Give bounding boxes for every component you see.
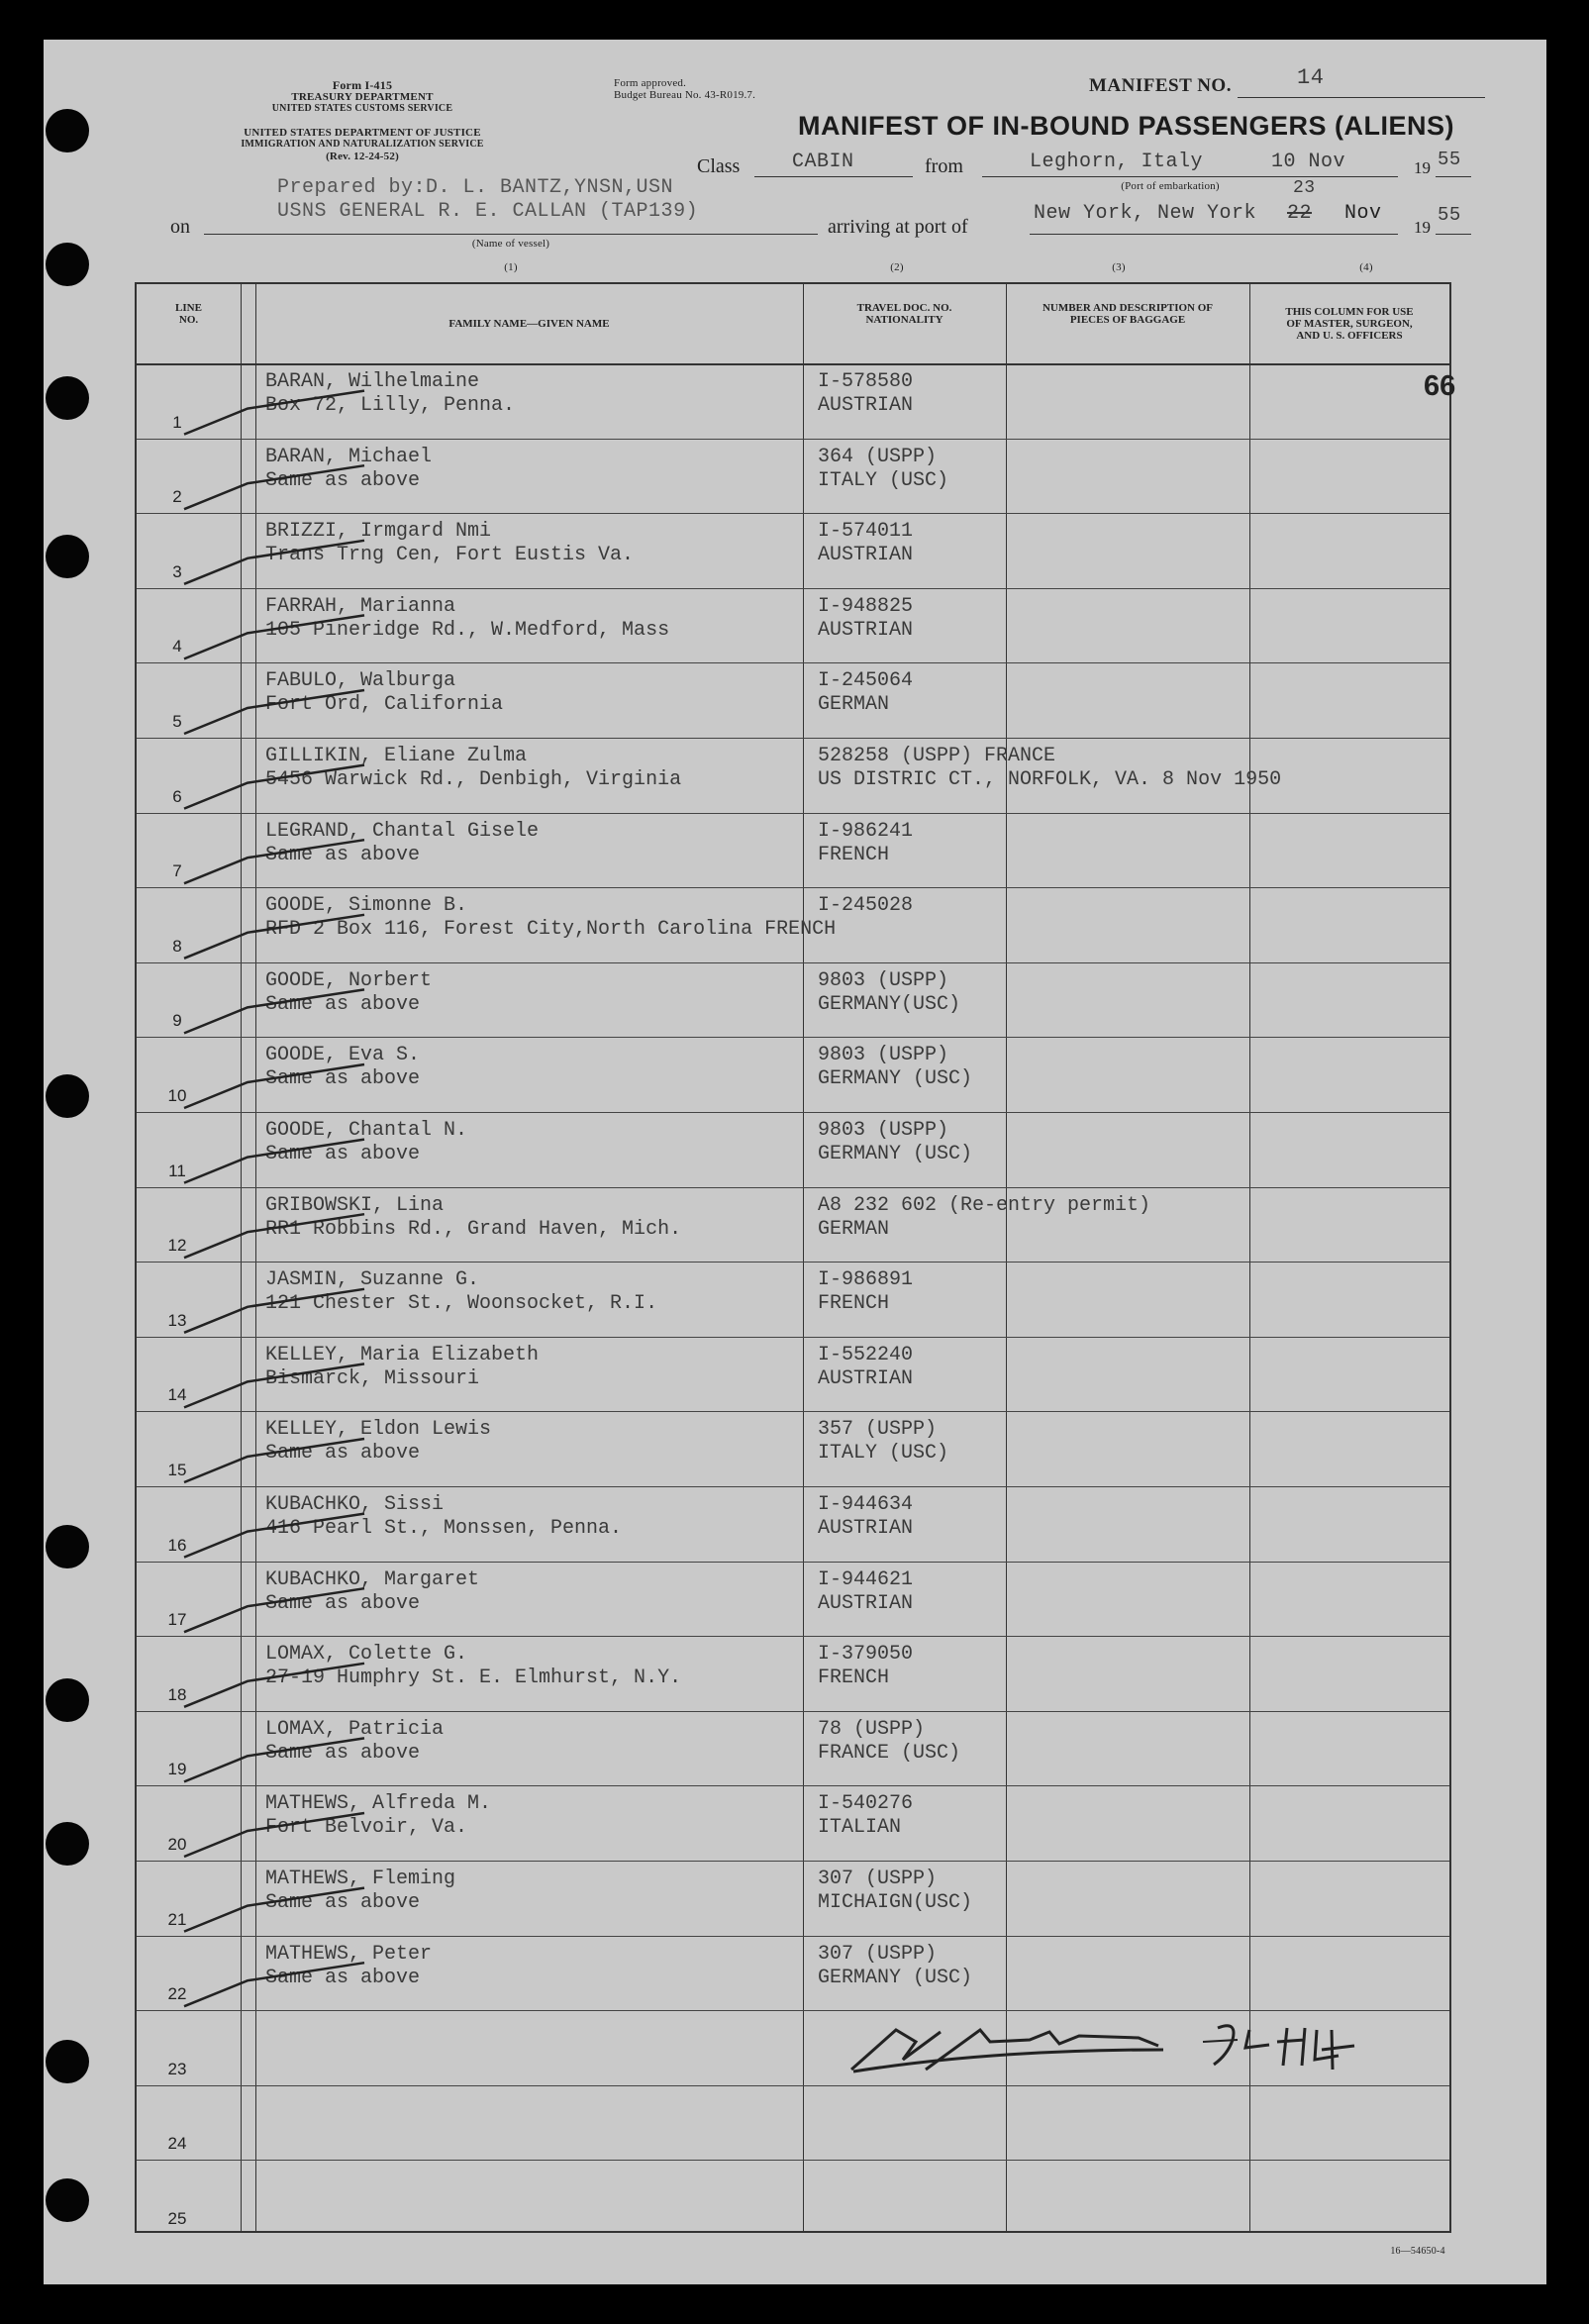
on-label: on <box>170 216 190 238</box>
departure-date: 10 Nov <box>1271 151 1346 173</box>
line-number: 18 <box>167 1684 187 1704</box>
nationality: AUSTRIAN <box>818 544 914 567</box>
passenger-address: 416 Pearl St., Monssen, Penna. <box>265 1517 623 1540</box>
passenger-address: Fort Belvoir, Va. <box>265 1816 468 1840</box>
passenger-name: GOODE, Chantal N. <box>265 1119 468 1142</box>
line-number: 11 <box>168 1161 186 1180</box>
travel-doc-number: 528258 (USPP) FRANCE <box>818 745 1056 767</box>
form-approved: Form approved. <box>614 77 687 89</box>
travel-doc-number: 307 (USPP) <box>818 1868 938 1890</box>
passenger-name: KELLEY, Eldon Lewis <box>265 1418 492 1442</box>
travel-doc-number: I-540276 <box>818 1792 914 1816</box>
line-number: 13 <box>167 1310 187 1330</box>
passenger-address: Box 72, Lilly, Penna. <box>265 394 516 417</box>
col-num-4: (4) <box>1359 261 1373 273</box>
prepared-by: Prepared by:D. L. BANTZ,YNSN,USN <box>277 176 674 199</box>
line-number: 14 <box>167 1385 187 1405</box>
line-number: 4 <box>172 637 182 657</box>
nationality: US DISTRIC CT., NORFOLK, VA. 8 Nov 1950 <box>818 768 1282 791</box>
passenger-name: BARAN, Michael <box>265 445 433 468</box>
passenger-name: LOMAX, Colette G. <box>265 1643 468 1667</box>
binder-hole <box>46 1074 89 1118</box>
passenger-name: GRIBOWSKI, Lina <box>265 1193 445 1217</box>
passenger-address: 5456 Warwick Rd., Denbigh, Virginia <box>265 768 682 791</box>
travel-doc-number: A8 232 602 (Re-entry permit) <box>818 1193 1151 1217</box>
line-number: 8 <box>172 936 182 956</box>
table-row <box>137 1486 1449 1562</box>
nationality: ITALY (USC) <box>818 468 949 492</box>
binder-hole <box>46 376 89 420</box>
nationality: AUSTRIAN <box>818 1366 914 1390</box>
table-row <box>137 1861 1449 1936</box>
passenger-address: RR1 Robbins Rd., Grand Haven, Mich. <box>265 1217 682 1241</box>
nationality: AUSTRIAN <box>818 618 914 642</box>
customs-service: UNITED STATES CUSTOMS SERVICE <box>271 103 453 114</box>
col-num-2: (2) <box>890 261 904 273</box>
nationality: GERMANY (USC) <box>818 1143 973 1165</box>
binder-hole <box>46 1678 89 1722</box>
nationality: AUSTRIAN <box>818 1591 914 1615</box>
passenger-table <box>135 282 1456 2233</box>
travel-doc-number: 364 (USPP) <box>818 445 938 468</box>
manifest-title: MANIFEST OF IN-BOUND PASSENGERS (ALIENS) <box>798 111 1455 141</box>
passenger-address: 27-19 Humphry St. E. Elmhurst, N.Y. <box>265 1667 682 1690</box>
binder-hole <box>46 243 89 286</box>
travel-doc-number: I-245064 <box>818 669 914 693</box>
line-number: 10 <box>167 1085 187 1105</box>
passenger-name: FARRAH, Marianna <box>265 594 456 618</box>
binder-hole <box>46 2040 89 2083</box>
travel-doc-number: I-986241 <box>818 819 914 843</box>
passenger-name: JASMIN, Suzanne G. <box>265 1268 480 1292</box>
form-code: 16—54650-4 <box>1390 2246 1445 2257</box>
travel-doc-number: I-578580 <box>818 370 914 393</box>
col-header-baggage: NUMBER AND DESCRIPTION OF PIECES OF BAGGAGE <box>1042 302 1214 326</box>
line-number: 21 <box>167 1909 187 1929</box>
travel-doc-number: 9803 (USPP) <box>818 1119 949 1142</box>
table-row <box>137 962 1449 1038</box>
nationality: GERMANY (USC) <box>818 1966 973 1989</box>
travel-doc-number: I-944621 <box>818 1567 914 1591</box>
table-row <box>137 1936 1449 2011</box>
line-number: 25 <box>167 2208 187 2228</box>
table-row <box>137 1112 1449 1187</box>
col-header-travel-doc: TRAVEL DOC. NO. NATIONALITY <box>856 302 952 326</box>
passenger-address: Fort Ord, California <box>265 693 504 717</box>
departure-year: 55 <box>1438 149 1461 170</box>
line-number: 15 <box>167 1460 187 1479</box>
table-row <box>137 1562 1449 1637</box>
nationality: MICHAIGN(USC) <box>818 1891 973 1914</box>
class-label: Class <box>697 155 741 177</box>
passenger-name: GILLIKIN, Eliane Zulma <box>265 745 528 767</box>
line-number: 16 <box>167 1535 187 1555</box>
nationality: GERMANY (USC) <box>818 1067 973 1091</box>
nationality: FRENCH <box>818 1292 890 1316</box>
passenger-address: Bismarck, Missouri <box>265 1366 480 1390</box>
arrival-date-corrected: 23 <box>1293 178 1316 198</box>
arriving-label: arriving at port of <box>828 216 968 238</box>
travel-doc-number: 357 (USPP) <box>818 1418 938 1442</box>
table-row <box>137 662 1449 738</box>
passenger-name: GOODE, Simonne B. <box>265 894 468 918</box>
passenger-name: BARAN, Wilhelmaine <box>265 370 480 393</box>
port-embark-note: (Port of embarkation) <box>1121 180 1220 192</box>
form-number: Form I-415 <box>332 78 393 92</box>
travel-doc-number: I-986891 <box>818 1268 914 1292</box>
binder-hole <box>46 109 89 152</box>
line-number: 22 <box>167 1984 187 2004</box>
passenger-name: MATHEWS, Peter <box>265 1942 433 1966</box>
table-row <box>137 513 1449 588</box>
from-label: from <box>925 155 963 177</box>
passenger-address: Same as above <box>265 1442 421 1465</box>
table-row <box>137 2010 1449 2085</box>
table-row <box>137 1785 1449 1861</box>
passenger-name: KUBACHKO, Margaret <box>265 1567 480 1591</box>
binder-hole <box>46 1525 89 1568</box>
passenger-address: RFD 2 Box 116, Forest City,North Carolina FRENCH <box>265 918 837 942</box>
justice-dept: UNITED STATES DEPARTMENT OF JUSTICE <box>244 127 481 139</box>
budget-bureau: Budget Bureau No. 43-R019.7. <box>614 89 756 101</box>
line-number: 23 <box>167 2059 187 2078</box>
table-row <box>137 588 1449 663</box>
arrival-port-line <box>1030 234 1398 235</box>
travel-doc-number: I-944634 <box>818 1493 914 1516</box>
table-row <box>137 887 1449 962</box>
travel-doc-number: 9803 (USPP) <box>818 1044 949 1067</box>
table-row <box>137 813 1449 888</box>
revision-date: (Rev. 12-24-52) <box>326 151 399 162</box>
passenger-name: BRIZZI, Irmgard Nmi <box>265 520 492 544</box>
travel-doc-number: I-948825 <box>818 594 914 618</box>
vessel-note: (Name of vessel) <box>471 238 550 250</box>
arrival-date-struck: 22 <box>1287 202 1313 225</box>
vessel-line <box>204 234 818 235</box>
ins-service: IMMIGRATION AND NATURALIZATION SERVICE <box>241 139 484 150</box>
travel-doc-number: I-379050 <box>818 1643 914 1667</box>
manifest-label: MANIFEST NO. <box>1089 75 1232 96</box>
travel-doc-number: 307 (USPP) <box>818 1942 938 1966</box>
table-row <box>137 1411 1449 1486</box>
table-row <box>137 363 1456 439</box>
line-number: 20 <box>167 1834 187 1854</box>
passenger-address: Same as above <box>265 843 421 866</box>
passenger-address: Same as above <box>265 992 421 1016</box>
arrival-year-prefix: 19 <box>1414 218 1431 237</box>
passenger-address: 121 Chester St., Woonsocket, R.I. <box>265 1292 658 1316</box>
line-number: 24 <box>167 2134 187 2154</box>
nationality: AUSTRIAN <box>818 1517 914 1540</box>
line-number: 12 <box>167 1236 187 1256</box>
passenger-address: Same as above <box>265 468 421 492</box>
binder-hole <box>46 535 89 578</box>
col-header-line-no: LINE NO. <box>175 302 202 326</box>
line-number: 7 <box>172 861 182 881</box>
passenger-name: LOMAX, Patricia <box>265 1717 445 1741</box>
class-value: CABIN <box>792 151 854 173</box>
manifest-number: 14 <box>1297 65 1325 90</box>
travel-doc-number: I-552240 <box>818 1343 914 1366</box>
port-of-embarkation: Leghorn, Italy <box>1030 151 1204 173</box>
passenger-address: Same as above <box>265 1143 421 1165</box>
table-row <box>137 1337 1449 1412</box>
col-header-officers: THIS COLUMN FOR USE OF MASTER, SURGEON, AND U. S. OFFICERS <box>1285 306 1414 342</box>
passenger-address: Same as above <box>265 1891 421 1914</box>
nationality: ITALY (USC) <box>818 1442 949 1465</box>
binder-hole <box>46 2178 89 2222</box>
manifest-no-line <box>1238 97 1485 98</box>
passenger-address: Same as above <box>265 1741 421 1765</box>
table-row <box>137 1636 1449 1711</box>
passenger-name: KELLEY, Maria Elizabeth <box>265 1343 540 1366</box>
col-num-3: (3) <box>1112 261 1126 273</box>
line-number: 9 <box>172 1011 182 1031</box>
nationality: GERMAN <box>818 693 890 717</box>
nationality: FRANCE (USC) <box>818 1741 961 1765</box>
passenger-address: Trans Trng Cen, Fort Eustis Va. <box>265 544 635 567</box>
passenger-address: Same as above <box>265 1067 421 1091</box>
col-header-name: FAMILY NAME—GIVEN NAME <box>448 318 610 330</box>
nationality: GERMAN <box>818 1217 890 1241</box>
table-row <box>137 439 1449 514</box>
table-row <box>137 1037 1449 1112</box>
passenger-address: 105 Pineridge Rd., W.Medford, Mass <box>265 618 670 642</box>
passenger-name: LEGRAND, Chantal Gisele <box>265 819 540 843</box>
officer-note: 66 <box>1424 370 1456 402</box>
line-number: 6 <box>172 786 182 806</box>
arrival-year: 55 <box>1438 204 1461 226</box>
binder-hole <box>46 1822 89 1866</box>
travel-doc-number: 78 (USPP) <box>818 1717 926 1741</box>
nationality: AUSTRIAN <box>818 394 914 417</box>
year-line <box>1436 176 1471 177</box>
passenger-name: MATHEWS, Fleming <box>265 1868 456 1890</box>
nationality: ITALIAN <box>818 1816 902 1840</box>
line-number: 1 <box>172 412 182 432</box>
table-row <box>137 1262 1449 1337</box>
table-row <box>137 1187 1449 1263</box>
table-row <box>137 1711 1449 1786</box>
year-prefix: 19 <box>1414 158 1431 177</box>
nationality: GERMANY(USC) <box>818 992 961 1016</box>
treasury-dept: TREASURY DEPARTMENT <box>291 91 434 103</box>
class-line <box>754 176 913 177</box>
line-number: 17 <box>167 1610 187 1630</box>
table-row <box>137 738 1449 813</box>
passenger-name: MATHEWS, Alfreda M. <box>265 1792 492 1816</box>
line-number: 19 <box>167 1760 187 1779</box>
port-of-arrival: New York, New York <box>1034 202 1257 225</box>
passenger-name: KUBACHKO, Sissi <box>265 1493 445 1516</box>
nationality: FRENCH <box>818 1667 890 1690</box>
line-number: 2 <box>172 487 182 507</box>
col-num-1: (1) <box>504 261 518 273</box>
from-line <box>982 176 1398 177</box>
arrival-month: Nov <box>1344 202 1382 225</box>
vessel-name: USNS GENERAL R. E. CALLAN (TAP139) <box>277 200 699 223</box>
travel-doc-number: 9803 (USPP) <box>818 968 949 992</box>
passenger-name: GOODE, Eva S. <box>265 1044 421 1067</box>
passenger-name: FABULO, Walburga <box>265 669 456 693</box>
travel-doc-number: I-245028 <box>818 894 914 918</box>
travel-doc-number: I-574011 <box>818 520 914 544</box>
table-row <box>137 2085 1449 2161</box>
line-number: 5 <box>172 711 182 731</box>
passenger-name: GOODE, Norbert <box>265 968 433 992</box>
passenger-address: Same as above <box>265 1966 421 1989</box>
arrival-year-line <box>1436 234 1471 235</box>
nationality: FRENCH <box>818 843 890 866</box>
table-row <box>137 2160 1449 2235</box>
line-number: 3 <box>172 561 182 581</box>
passenger-address: Same as above <box>265 1591 421 1615</box>
